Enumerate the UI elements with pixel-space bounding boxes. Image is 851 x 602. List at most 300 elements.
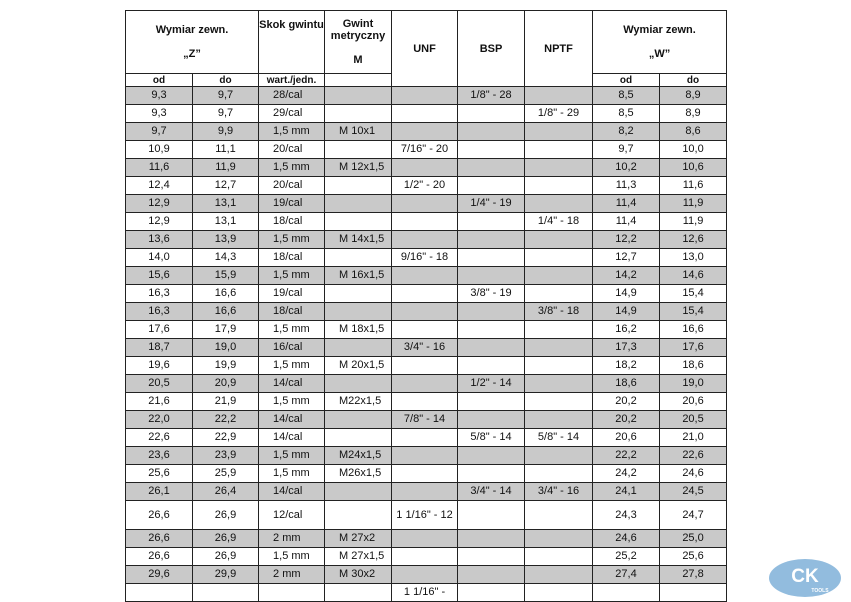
w-from-header: od	[593, 74, 660, 87]
z-to-cell: 13,1	[193, 213, 259, 231]
table-row	[126, 213, 727, 231]
bsp-cell	[458, 123, 525, 141]
z-from-cell	[126, 584, 193, 602]
bsp-cell	[458, 267, 525, 285]
w-to-cell: 8,6	[660, 123, 727, 141]
unf-cell	[392, 566, 458, 584]
w-to-cell: 17,6	[660, 339, 727, 357]
metric-cell	[325, 249, 392, 267]
z-from-cell: 26,6	[126, 501, 193, 530]
pitch-cell: 2 mm	[259, 530, 325, 548]
unf-cell	[392, 375, 458, 393]
bsp-cell	[458, 411, 525, 429]
w-to-header: do	[660, 74, 727, 87]
z-to-cell: 17,9	[193, 321, 259, 339]
w-to-cell: 11,9	[660, 213, 727, 231]
table-row	[126, 231, 727, 249]
pitch-cell: 1,5 mm	[259, 548, 325, 566]
w-to-cell: 24,5	[660, 483, 727, 501]
pitch-cell: 1,5 mm	[259, 321, 325, 339]
unf-cell	[392, 105, 458, 123]
w-to-cell: 21,0	[660, 429, 727, 447]
z-to-header: do	[193, 74, 259, 87]
pitch-cell: 1,5 mm	[259, 465, 325, 483]
unf-cell: 7/16" - 20	[392, 141, 458, 159]
pitch-cell: 16/cal	[259, 339, 325, 357]
metric-thread-label: Gwint metryczny	[330, 18, 386, 42]
pitch-cell: 14/cal	[259, 375, 325, 393]
unf-cell	[392, 465, 458, 483]
bsp-cell: 3/4" - 14	[458, 483, 525, 501]
table-row	[126, 501, 727, 530]
bsp-cell: 3/8" - 19	[458, 285, 525, 303]
nptf-cell	[525, 375, 593, 393]
pitch-cell: 18/cal	[259, 213, 325, 231]
nptf-cell	[525, 584, 593, 602]
w-to-cell: 20,5	[660, 411, 727, 429]
w-to-cell: 15,4	[660, 285, 727, 303]
pitch-cell: 2 mm	[259, 566, 325, 584]
nptf-header: NPTF	[525, 11, 593, 87]
w-from-cell: 8,2	[593, 123, 660, 141]
bsp-cell	[458, 501, 525, 530]
w-from-cell: 10,2	[593, 159, 660, 177]
metric-cell: M26x1,5	[325, 465, 392, 483]
table-row	[126, 339, 727, 357]
w-from-cell: 22,2	[593, 447, 660, 465]
w-to-cell: 10,6	[660, 159, 727, 177]
nptf-cell	[525, 357, 593, 375]
unf-cell: 1/2" - 20	[392, 177, 458, 195]
w-from-cell: 11,4	[593, 213, 660, 231]
w-from-cell: 16,2	[593, 321, 660, 339]
pitch-cell: 28/cal	[259, 87, 325, 105]
w-from-cell: 11,4	[593, 195, 660, 213]
z-to-cell: 25,9	[193, 465, 259, 483]
table-row	[126, 465, 727, 483]
metric-cell	[325, 339, 392, 357]
unf-cell	[392, 159, 458, 177]
z-from-cell: 13,6	[126, 231, 193, 249]
w-from-cell: 25,2	[593, 548, 660, 566]
z-to-cell: 23,9	[193, 447, 259, 465]
pitch-cell: 14/cal	[259, 429, 325, 447]
pitch-cell: 18/cal	[259, 249, 325, 267]
w-from-cell: 20,6	[593, 429, 660, 447]
z-from-cell: 14,0	[126, 249, 193, 267]
bsp-cell	[458, 393, 525, 411]
metric-cell	[325, 195, 392, 213]
z-from-cell: 19,6	[126, 357, 193, 375]
table-row	[126, 447, 727, 465]
z-to-cell: 14,3	[193, 249, 259, 267]
z-from-cell: 25,6	[126, 465, 193, 483]
metric-cell: M 16x1,5	[325, 267, 392, 285]
w-from-cell: 12,7	[593, 249, 660, 267]
w-to-cell: 8,9	[660, 87, 727, 105]
nptf-cell	[525, 501, 593, 530]
pitch-cell: 18/cal	[259, 303, 325, 321]
w-to-cell: 12,6	[660, 231, 727, 249]
unf-header: UNF	[392, 11, 458, 87]
metric-cell	[325, 483, 392, 501]
table-row	[126, 105, 727, 123]
w-from-cell: 20,2	[593, 393, 660, 411]
w-to-cell: 18,6	[660, 357, 727, 375]
table-row	[126, 303, 727, 321]
table-row	[126, 411, 727, 429]
w-from-cell: 20,2	[593, 411, 660, 429]
z-to-cell: 9,7	[193, 105, 259, 123]
table-body	[126, 87, 727, 602]
w-to-cell: 24,7	[660, 501, 727, 530]
z-from-cell: 16,3	[126, 285, 193, 303]
bsp-cell	[458, 339, 525, 357]
w-to-cell: 24,6	[660, 465, 727, 483]
bsp-cell	[458, 159, 525, 177]
table-row	[126, 249, 727, 267]
pitch-cell: 1,5 mm	[259, 357, 325, 375]
bsp-cell	[458, 584, 525, 602]
z-dimension-header	[126, 11, 259, 74]
w-to-cell: 22,6	[660, 447, 727, 465]
nptf-cell: 1/4" - 18	[525, 213, 593, 231]
pitch-cell: 29/cal	[259, 105, 325, 123]
metric-cell: M 18x1,5	[325, 321, 392, 339]
z-from-cell: 20,5	[126, 375, 193, 393]
w-from-cell: 8,5	[593, 87, 660, 105]
w-from-cell: 14,9	[593, 303, 660, 321]
z-group-label: Wymiar zewn.	[155, 24, 229, 36]
w-to-cell: 15,4	[660, 303, 727, 321]
w-to-cell: 20,6	[660, 393, 727, 411]
w-to-cell	[660, 584, 727, 602]
unf-cell: 7/8" - 14	[392, 411, 458, 429]
z-to-cell: 22,2	[193, 411, 259, 429]
unf-cell	[392, 321, 458, 339]
nptf-cell	[525, 159, 593, 177]
bsp-cell	[458, 213, 525, 231]
z-to-cell: 16,6	[193, 303, 259, 321]
bsp-cell	[458, 530, 525, 548]
nptf-cell	[525, 548, 593, 566]
metric-cell	[325, 429, 392, 447]
z-from-cell: 9,3	[126, 87, 193, 105]
pitch-cell: 1,5 mm	[259, 123, 325, 141]
z-to-cell: 26,9	[193, 501, 259, 530]
z-to-cell: 26,9	[193, 548, 259, 566]
bsp-cell	[458, 321, 525, 339]
unf-cell: 1 1/16" -	[392, 584, 458, 602]
pitch-cell: 14/cal	[259, 411, 325, 429]
z-to-cell: 16,6	[193, 285, 259, 303]
w-from-cell: 12,2	[593, 231, 660, 249]
ck-tools-logo	[768, 558, 842, 598]
unf-cell: 3/4" - 16	[392, 339, 458, 357]
nptf-cell	[525, 411, 593, 429]
unf-cell	[392, 285, 458, 303]
pitch-cell: 1,5 mm	[259, 267, 325, 285]
w-to-cell: 8,9	[660, 105, 727, 123]
table-row	[126, 566, 727, 584]
z-to-cell: 20,9	[193, 375, 259, 393]
bsp-cell: 1/2" - 14	[458, 375, 525, 393]
nptf-cell	[525, 321, 593, 339]
nptf-cell	[525, 141, 593, 159]
unf-cell	[392, 195, 458, 213]
metric-cell	[325, 285, 392, 303]
z-from-cell: 11,6	[126, 159, 193, 177]
w-to-cell: 11,9	[660, 195, 727, 213]
unf-cell	[392, 231, 458, 249]
w-from-cell	[593, 584, 660, 602]
z-from-cell: 26,6	[126, 530, 193, 548]
w-from-cell: 11,3	[593, 177, 660, 195]
bsp-cell	[458, 231, 525, 249]
table-row	[126, 159, 727, 177]
nptf-cell	[525, 195, 593, 213]
nptf-cell	[525, 123, 593, 141]
nptf-cell	[525, 465, 593, 483]
unf-cell	[392, 530, 458, 548]
w-to-cell: 25,6	[660, 548, 727, 566]
bsp-cell	[458, 105, 525, 123]
logo-text: CK	[791, 566, 819, 587]
z-from-cell: 16,3	[126, 303, 193, 321]
unf-cell	[392, 429, 458, 447]
unf-cell	[392, 267, 458, 285]
nptf-cell	[525, 87, 593, 105]
metric-cell: M 27x2	[325, 530, 392, 548]
pitch-cell: 19/cal	[259, 285, 325, 303]
pitch-cell: 1,5 mm	[259, 159, 325, 177]
bsp-cell	[458, 177, 525, 195]
pitch-cell: 1,5 mm	[259, 393, 325, 411]
z-from-cell: 26,1	[126, 483, 193, 501]
pitch-cell: 19/cal	[259, 195, 325, 213]
nptf-cell: 3/8" - 18	[525, 303, 593, 321]
table-row	[126, 429, 727, 447]
pitch-cell: 1,5 mm	[259, 447, 325, 465]
w-mark-label: „W”	[648, 48, 671, 60]
bsp-cell	[458, 447, 525, 465]
w-from-cell: 24,1	[593, 483, 660, 501]
bsp-header: BSP	[458, 11, 525, 87]
metric-cell	[325, 411, 392, 429]
z-from-cell: 29,6	[126, 566, 193, 584]
w-to-cell: 14,6	[660, 267, 727, 285]
logo-subtext: TOOLS	[811, 588, 829, 594]
z-from-cell: 21,6	[126, 393, 193, 411]
table-row	[126, 267, 727, 285]
nptf-cell	[525, 249, 593, 267]
unit-header: wart./jedn.	[259, 74, 325, 87]
metric-cell	[325, 87, 392, 105]
w-from-cell: 17,3	[593, 339, 660, 357]
w-from-cell: 14,2	[593, 267, 660, 285]
bsp-cell	[458, 465, 525, 483]
unf-cell	[392, 548, 458, 566]
w-from-cell: 18,6	[593, 375, 660, 393]
z-to-cell: 11,1	[193, 141, 259, 159]
w-from-cell: 24,6	[593, 530, 660, 548]
z-from-cell: 22,0	[126, 411, 193, 429]
z-from-cell: 17,6	[126, 321, 193, 339]
pitch-cell: 12/cal	[259, 501, 325, 530]
bsp-cell	[458, 548, 525, 566]
z-to-cell: 26,9	[193, 530, 259, 548]
table-row	[126, 87, 727, 105]
metric-cell	[325, 303, 392, 321]
z-to-cell: 9,7	[193, 87, 259, 105]
z-to-cell: 29,9	[193, 566, 259, 584]
unf-cell	[392, 303, 458, 321]
w-to-cell: 11,6	[660, 177, 727, 195]
metric-thread-header	[325, 11, 392, 74]
metric-cell	[325, 501, 392, 530]
z-to-cell: 26,4	[193, 483, 259, 501]
pitch-cell: 20/cal	[259, 141, 325, 159]
unf-cell: 1 1/16" - 12	[392, 501, 458, 530]
z-to-cell	[193, 584, 259, 602]
table-row	[126, 195, 727, 213]
metric-cell	[325, 213, 392, 231]
z-to-cell: 15,9	[193, 267, 259, 285]
w-from-cell: 24,3	[593, 501, 660, 530]
nptf-cell: 3/4" - 16	[525, 483, 593, 501]
w-from-cell: 8,5	[593, 105, 660, 123]
metric-m-label: M	[353, 54, 363, 66]
nptf-cell: 5/8" - 14	[525, 429, 593, 447]
unf-cell: 9/16" - 18	[392, 249, 458, 267]
z-from-cell: 22,6	[126, 429, 193, 447]
w-to-cell: 19,0	[660, 375, 727, 393]
z-from-cell: 10,9	[126, 141, 193, 159]
w-to-cell: 13,0	[660, 249, 727, 267]
z-from-cell: 12,4	[126, 177, 193, 195]
metric-blank-header	[325, 74, 392, 87]
z-to-cell: 13,1	[193, 195, 259, 213]
unf-cell	[392, 393, 458, 411]
w-from-cell: 24,2	[593, 465, 660, 483]
bsp-cell	[458, 566, 525, 584]
unf-cell	[392, 87, 458, 105]
table-row	[126, 177, 727, 195]
unf-cell	[392, 123, 458, 141]
nptf-cell	[525, 285, 593, 303]
z-from-header: od	[126, 74, 193, 87]
z-from-cell: 26,6	[126, 548, 193, 566]
nptf-cell	[525, 267, 593, 285]
z-to-cell: 12,7	[193, 177, 259, 195]
w-to-cell: 10,0	[660, 141, 727, 159]
metric-cell: M 14x1,5	[325, 231, 392, 249]
w-group-label: Wymiar zewn.	[623, 24, 696, 36]
nptf-cell	[525, 393, 593, 411]
w-dimension-header	[593, 11, 727, 74]
unf-cell	[392, 213, 458, 231]
table-row	[126, 548, 727, 566]
nptf-cell	[525, 530, 593, 548]
z-from-cell: 23,6	[126, 447, 193, 465]
z-to-cell: 22,9	[193, 429, 259, 447]
pitch-cell	[259, 584, 325, 602]
metric-cell: M24x1,5	[325, 447, 392, 465]
table-row	[126, 123, 727, 141]
table-row	[126, 141, 727, 159]
z-from-cell: 18,7	[126, 339, 193, 357]
z-to-cell: 21,9	[193, 393, 259, 411]
bsp-cell: 5/8" - 14	[458, 429, 525, 447]
z-to-cell: 11,9	[193, 159, 259, 177]
table-row	[126, 357, 727, 375]
pitch-cell: 1,5 mm	[259, 231, 325, 249]
unf-cell	[392, 447, 458, 465]
nptf-cell	[525, 177, 593, 195]
pitch-header: Skok gwintu	[259, 11, 325, 74]
z-to-cell: 13,9	[193, 231, 259, 249]
z-to-cell: 19,0	[193, 339, 259, 357]
table-row	[126, 584, 727, 602]
metric-cell	[325, 141, 392, 159]
bsp-cell	[458, 303, 525, 321]
metric-cell: M 20x1,5	[325, 357, 392, 375]
metric-cell: M22x1,5	[325, 393, 392, 411]
table-row	[126, 393, 727, 411]
bsp-cell	[458, 249, 525, 267]
w-from-cell: 27,4	[593, 566, 660, 584]
z-to-cell: 9,9	[193, 123, 259, 141]
z-from-cell: 12,9	[126, 195, 193, 213]
nptf-cell	[525, 566, 593, 584]
thread-gauge-table-sheet	[125, 10, 726, 602]
nptf-cell: 1/8" - 29	[525, 105, 593, 123]
unf-cell	[392, 483, 458, 501]
z-from-cell: 9,3	[126, 105, 193, 123]
bsp-cell	[458, 357, 525, 375]
w-to-cell: 27,8	[660, 566, 727, 584]
nptf-cell	[525, 447, 593, 465]
unf-cell	[392, 357, 458, 375]
bsp-cell	[458, 141, 525, 159]
metric-cell: M 10x1	[325, 123, 392, 141]
z-from-cell: 9,7	[126, 123, 193, 141]
metric-cell: M 27x1,5	[325, 548, 392, 566]
w-from-cell: 9,7	[593, 141, 660, 159]
table-row	[126, 530, 727, 548]
z-from-cell: 15,6	[126, 267, 193, 285]
table-row	[126, 285, 727, 303]
z-mark-label: „Z”	[183, 48, 201, 60]
z-to-cell: 19,9	[193, 357, 259, 375]
metric-cell	[325, 105, 392, 123]
table-row	[126, 321, 727, 339]
nptf-cell	[525, 339, 593, 357]
metric-cell: M 30x2	[325, 566, 392, 584]
pitch-cell: 14/cal	[259, 483, 325, 501]
nptf-cell	[525, 231, 593, 249]
w-to-cell: 25,0	[660, 530, 727, 548]
pitch-cell: 20/cal	[259, 177, 325, 195]
w-from-cell: 14,9	[593, 285, 660, 303]
metric-cell	[325, 584, 392, 602]
metric-cell	[325, 375, 392, 393]
bsp-cell: 1/4" - 19	[458, 195, 525, 213]
bsp-cell: 1/8" - 28	[458, 87, 525, 105]
metric-cell	[325, 177, 392, 195]
w-from-cell: 18,2	[593, 357, 660, 375]
metric-cell: M 12x1,5	[325, 159, 392, 177]
